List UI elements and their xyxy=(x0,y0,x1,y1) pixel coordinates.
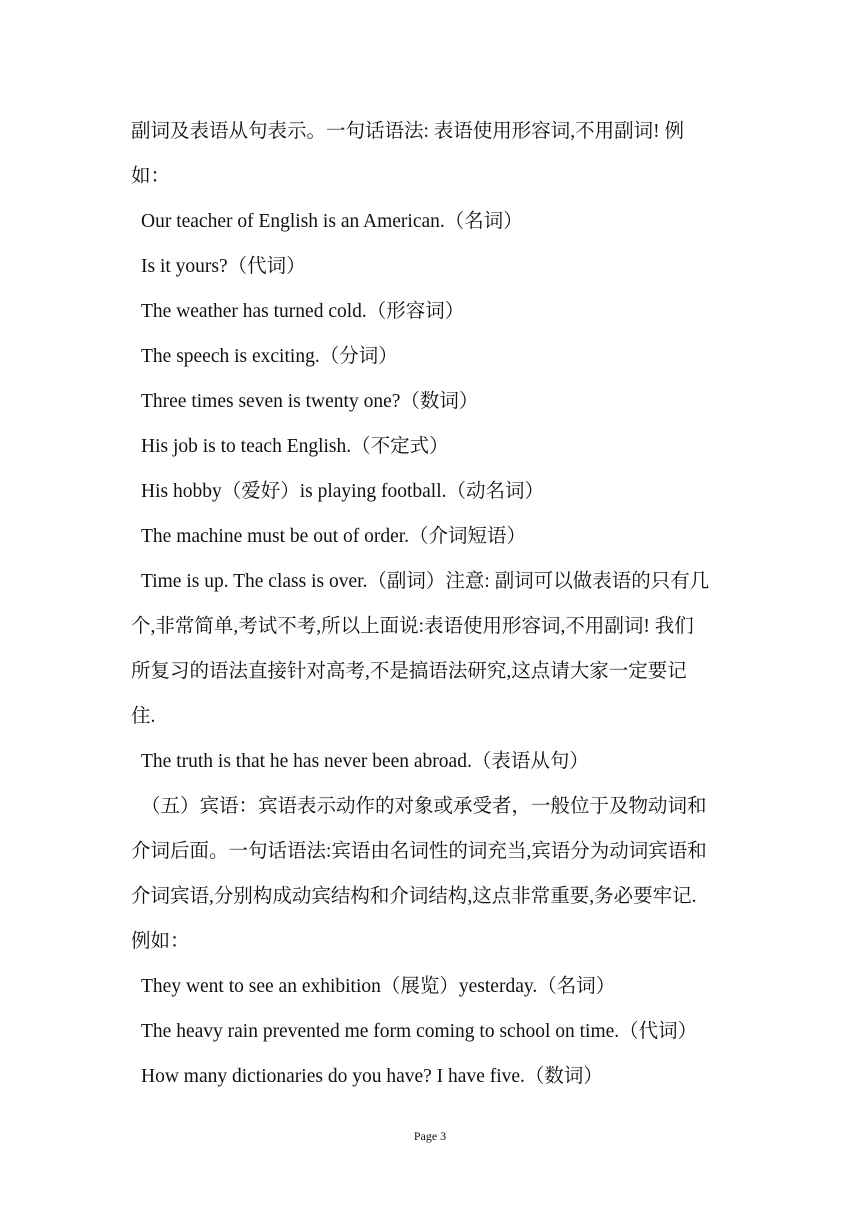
paragraph-line: 住. xyxy=(131,706,156,727)
example-sentence: Three times seven is twenty one?（数词） xyxy=(141,391,479,412)
paragraph-line: 介词宾语,分别构成动宾结构和介词结构,这点非常重要,务必要牢记. xyxy=(131,886,697,907)
example-sentence: Is it yours?（代词） xyxy=(141,256,306,277)
body-text xyxy=(131,109,731,1099)
example-sentence: His job is to teach English.（不定式） xyxy=(141,436,449,457)
example-sentence: The speech is exciting.（分词） xyxy=(141,346,398,367)
paragraph-line: 所复习的语法直接针对高考,不是搞语法研究,这点请大家一定要记 xyxy=(131,661,687,682)
paragraph-line: 个,非常简单,考试不考,所以上面说:表语使用形容词,不用副词! 我们 xyxy=(131,616,694,637)
example-sentence: The truth is that he has never been abroad.（表语从句） xyxy=(141,751,589,772)
example-sentence: How many dictionaries do you have? I have five.（数词） xyxy=(141,1066,603,1087)
example-sentence: His hobby（爱好）is playing football.（动名词） xyxy=(141,481,544,502)
example-sentence: Our teacher of English is an American.（名词） xyxy=(141,211,523,232)
example-sentence: The machine must be out of order.（介词短语） xyxy=(141,526,527,547)
paragraph-line: 如： xyxy=(131,166,171,187)
paragraph-line: 介词后面。一句话语法:宾语由名词性的词充当,宾语分为动词宾语和 xyxy=(131,841,707,862)
section-heading-line: （五）宾语：宾语表示动作的对象或承受者，一般位于及物动词和 xyxy=(141,796,707,817)
example-sentence: They went to see an exhibition（展览）yesterday.（名词） xyxy=(141,976,616,997)
example-sentence: The heavy rain prevented me form coming to school on time.（代词） xyxy=(141,1021,698,1042)
paragraph-line: 例如： xyxy=(131,931,190,952)
example-sentence: The weather has turned cold.（形容词） xyxy=(141,301,465,322)
paragraph-line: 副词及表语从句表示。一句话语法: 表语使用形容词,不用副词! 例 xyxy=(131,121,685,142)
page-number: Page 3 xyxy=(413,1129,447,1143)
example-sentence: Time is up. The class is over.（副词）注意: 副词可以做表语的只有几 xyxy=(141,571,710,592)
